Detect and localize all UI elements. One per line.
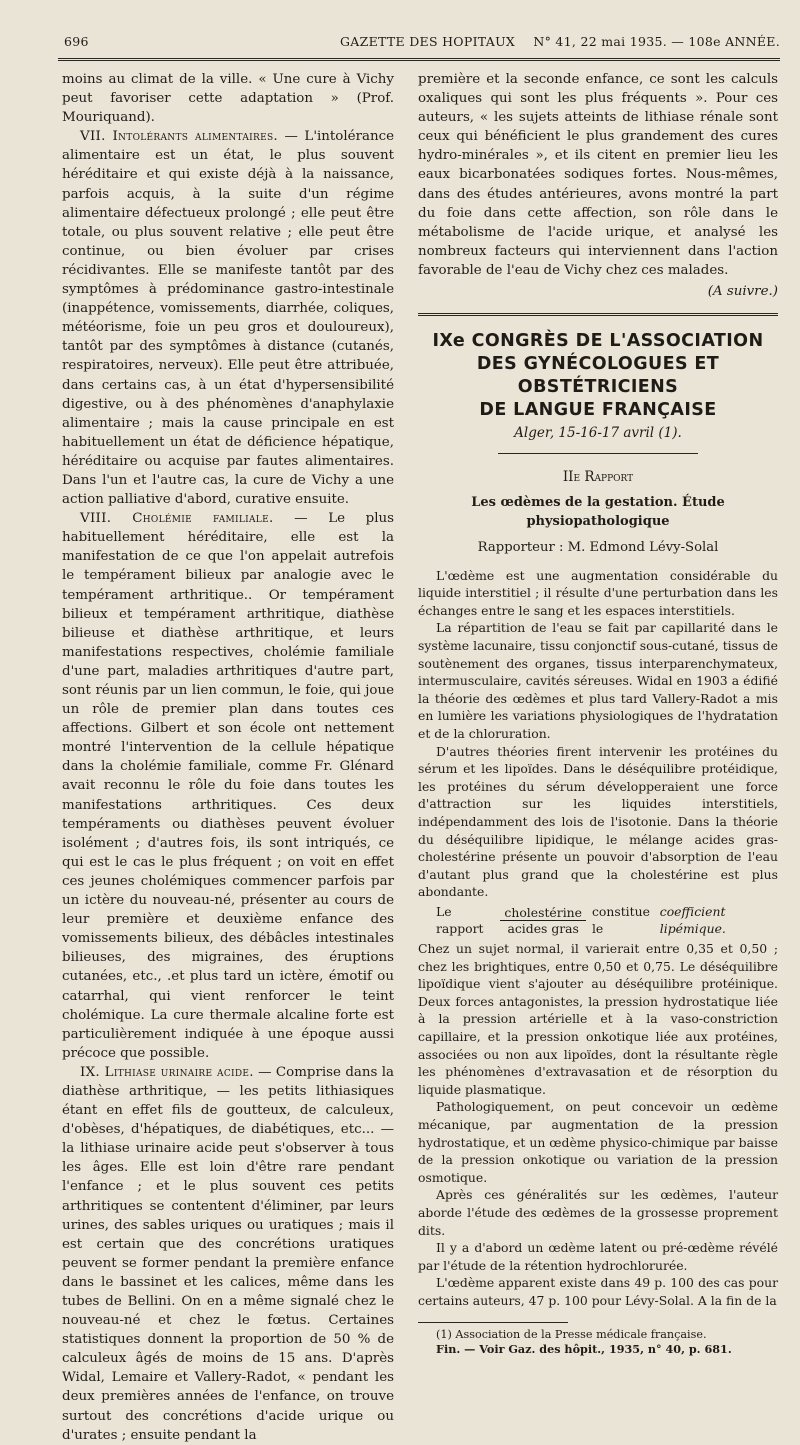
- paragraph: L'œdème apparent existe dans 49 p. 100 des cas pour certains auteurs, 47 p. 100 pour Lévy-Solal. A la fin de la: [418, 1275, 778, 1308]
- section-vii: [62, 127, 394, 509]
- lipemic-formula: [418, 903, 778, 938]
- section-text: — L'intolérance alimentaire est un état, le plus souvent héréditaire et qui existe déjà à la naissance, parfois acquis, à la suite d'un régime alimentaire défectueux prolongé ; elle peut être totale, ou plus souvent relative ; elle peut être continue, ou bien évoluer par crises récidivantes. Elle se manifeste tantôt par des symptômes à prédominance gastro-intestinale (inappétence, vomissements, diarrhée, coliques, météorisme, foie un peu gros et douloureux), tantôt par des symptômes à distance (cutanés, respiratoires, nerveux). Elle peut être attribuée, dans certains cas, à un état d'hypersensibilité digestive, ou à des phénomènes d'anaphylaxie alimentaire ; mais la cause principale en est habituellement un état de déficience hépatique, héréditaire ou acquise par fautes alimentaires. Dans l'un et l'autre cas, la cure de Vichy a une action palliative d'abord, curative ensuite.: [62, 129, 394, 508]
- congress-place: Alger, 15-16-17 avril (1).: [514, 425, 682, 442]
- page-header: [58, 30, 780, 52]
- paragraph: Après ces généralités sur les œdèmes, l'auteur aborde l'étude des œdèmes de la grossesse proprement dits.: [418, 1187, 778, 1238]
- thin-divider: [498, 453, 698, 454]
- paragraph: L'œdème est une augmentation considérable du liquide interstitiel ; il résulte d'une perturbation dans les échanges entre le sang et les espaces interstitiels.: [418, 567, 778, 618]
- section-text: — Le plus habituellement héréditaire, elle est la manifestation de ce que l'on appelait autrefois le tempérament bilieux par analogie avec le tempérament arthritique.. Or tempérament bilieux et tempérament arthritique, diathèse bilieuse et diathèse arthritique, et leurs manifestations respectives, cholémie familiale d'une part, maladies arthritiques d'autre part, sont réunis par un lien commun, le foie, qui joue un rôle de premier plan dans toutes ces affections. Gilbert et son école ont nettement montré l'intervention de la cellule hépatique dans la cholémie familiale, comme Fr. Glénard avait reconnu le rôle du foie dans toutes les manifestations arthritiques. Ces deux tempéraments ou diathèses peuvent évoluer isolément ; d'autres fois, ils sont intriqués, ce qui est le cas le plus fréquent ; on voit en effet ces jeunes cholémiques commencer parfois par un ictère du nouveau-né, présenter au cours de leur première et deuxième enfance des vomissements bilieux, des débâcles intestinales bilieuses, des migraines, des éruptions cutanées, etc., .et plus tard un ictère, émotif ou catarrhal, qui vient renforcer le teint cholémique. La cure thermale alcaline forte est particulièrement indiquée à une époque aussi précoce que possible.: [62, 511, 395, 1061]
- page-number: 696: [64, 34, 89, 49]
- paragraph: Pathologiquement, on peut concevoir un œdème mécanique, par augmentation de la pression hydrostatique, et un œdème physico-chimique par baisse de la pression onkotique ou variation de la pression osmotique.: [418, 1099, 778, 1185]
- paragraph: Il y a d'abord un œdème latent ou pré-œdème révélé par l'étude de la rétention hydrochlorurée.: [418, 1240, 778, 1273]
- report-title: IIe Rapport: [562, 469, 634, 486]
- section-ix: [62, 1063, 394, 1445]
- paragraph: première et la seconde enfance, ce sont les calculs oxaliques qui sont les plus fréquents ». Pour ces auteurs, « les sujets atteints de lithiase rénale sont ceux qui bénéficient le plus grandement des cures hydro-minérales », et ils citent en premier lieu les eaux bicarbonatées sodiques fortes. Nous-mêmes, dans des études antérieures, avons montré la part du foie dans cette affection, son rôle dans le métabolisme de l'acide urique, et analysé les nombreux facteurs qui interviennent dans l'action favorable de l'eau de Vichy chez ces malades.: [418, 72, 778, 278]
- section-heading: VII. Intolérants alimentaires.: [80, 129, 278, 145]
- formula-term: coefficient lipémique.: [659, 903, 726, 937]
- fraction-numerator: cholestérine: [500, 905, 586, 921]
- section-heading: IX. Lithiase urinaire acide.: [80, 1064, 254, 1080]
- fraction: [500, 905, 586, 936]
- congress-title: [418, 330, 778, 422]
- issue-info: N° 41, 22 mai 1935. — 108e ANNÉE.: [533, 34, 780, 49]
- section-viii: [62, 509, 394, 1063]
- footnote: (1) Association de la Presse médicale française.: [436, 1327, 707, 1341]
- report-body: [418, 567, 778, 1357]
- paragraph: Chez un sujet normal, il varierait entre 0,35 et 0,50 ; chez les brightiques, entre 0,50 et 0,75. Le déséquilibre lipoïdique vient s'ajouter au déséquilibre protéinique. Deux forces antagonistes, la pression hydrostatique liée à la pression artérielle et à la vaso-constriction capillaire, et la pression onkotique liée aux protéines, associées ou non aux lipoïdes, dont la résultante règle les phénomènes d'extravasation et de résorption du liquide plasmatique.: [418, 941, 778, 1097]
- paragraph: D'autres théories firent intervenir les protéines du sérum et les lipoïdes. Dans le déséquilibre protéidique, les protéines du sérum développeraient une force d'attraction sur les liquides interstitiels, indépendamment des lois de l'isotonie. Dans la théorie du déséquilibre lipidique, le mélange acides gras-cholestérine présente un pouvoir d'absorption de l'eau d'autant plus grand que la cholestérine est plus abondante.: [418, 743, 778, 900]
- rapporteur: Rapporteur : M. Edmond Lévy-Solal: [477, 539, 719, 555]
- footnote-rule: [418, 1322, 568, 1323]
- right-column: [418, 70, 778, 1357]
- section-heading: VIII. Cholémie familiale.: [80, 511, 274, 527]
- paragraph: moins au climat de la ville. « Une cure à Vichy peut favoriser cette adaptation » (Prof. Mouriquand).: [62, 72, 394, 126]
- formula-suffix: constitue le: [591, 903, 650, 937]
- report-subject: Les œdèmes de la gestation. Étude physiopathologique: [471, 495, 725, 530]
- header-rule: [58, 58, 780, 61]
- congress-title-line: DES GYNÉCOLOGUES ET OBSTÉTRICIENS: [476, 354, 720, 398]
- section-text: — Comprise dans la diathèse arthritique, — les petits lithiasiques étant en effet fils de goutteux, de calculeux, d'obèses, d'hépatiques, de diabétiques, etc... — la lithiase urinaire acide peut s'observer à tous les âges. Elle est loin d'être rare pendant l'enfance ; et le plus souvent ces petits arthritiques se contentent d'éliminer, par leurs urines, des sables uriques ou uratiques ; mais il est certain que des concrétions uratiques peuvent se former pendant la première enfance dans le bassinet et les calices, même dans les tubes de Bellini. On en a même signalé chez le nouveau-né et chez le fœtus. Certaines statistiques donnent la proportion de 50 % de calculeux âgés de moins de 15 ans. D'après Widal, Lemaire et Vallery-Radot, « pendant les deux premières années de l'enfance, on trouve surtout des concrétions d'acide urique ou d'urates ; ensuite pendant la: [62, 1064, 394, 1443]
- footnote-continuation: Fin. — Voir Gaz. des hôpit., 1935, n° 40, p. 681.: [436, 1341, 732, 1356]
- section-divider: [418, 313, 778, 316]
- formula-prefix: Le rapport: [436, 903, 484, 937]
- congress-title-line: DE LANGUE FRANÇAISE: [479, 400, 717, 421]
- journal-name: GAZETTE DES HOPITAUX: [340, 34, 516, 49]
- to-be-continued: (A suivre.): [707, 284, 778, 300]
- paragraph: La répartition de l'eau se fait par capillarité dans le système lacunaire, tissu conjonctif sous-cutané, tissus de soutènement des organes, tissus interparenchymateux, intermusculaire, cavités séreuses. Widal en 1903 a édifié la théorie des œdèmes et plus tard Vallery-Radot a mis en lumière les variations physiologiques de l'hydratation et de la chloruration.: [418, 620, 778, 741]
- fraction-denominator: acides gras: [507, 920, 579, 936]
- congress-title-line: IXe CONGRÈS DE L'ASSOCIATION: [432, 331, 764, 352]
- left-column: [62, 70, 394, 1445]
